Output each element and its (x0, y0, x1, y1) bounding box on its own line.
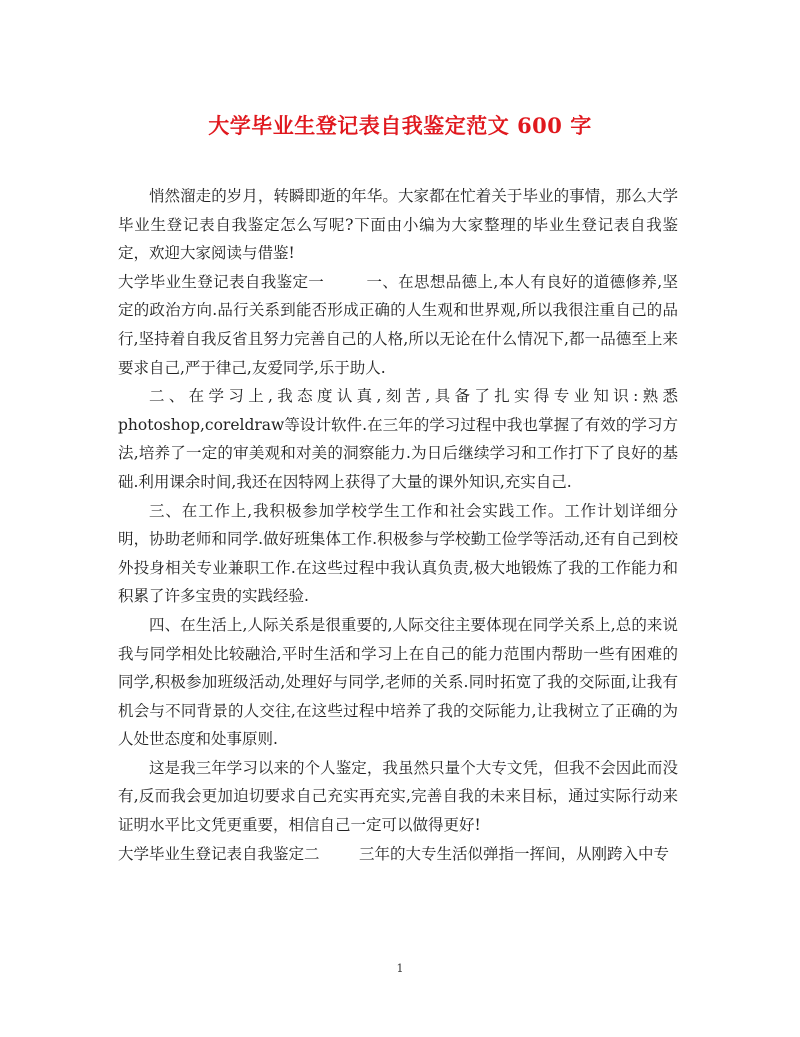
page-number: 1 (396, 962, 404, 975)
section-two-paragraph-1 (118, 840, 678, 869)
document-body (118, 182, 678, 868)
section-one-paragraph-4: 四、在生活上,人际关系是很重要的,人际交往主要体现在同学关系上,总的来说我与同学相处比较融洽,平时生活和学习上在自己的能力范围内帮助一些有困难的同学,积极参加班级活动,处理好与同学,老师的关系.同时拓宽了我的交际面,让我有机会与不同背景的人交往,在这些过程中培养了我的交际能力,让我树立了正确的为人处世态度和处事原则. (118, 615, 678, 749)
section-one-paragraph-3: 三、在工作上,我积极参加学校学生工作和社会实践工作。工作计划详细分明，协助老师和同学.做好班集体工作.积极参与学校勤工俭学等活动,还有自己到校外投身相关专业兼职工作.在这些过程中我认真负责,极大地锻炼了我的工作能力和积累了许多宝贵的实践经验. (118, 501, 678, 606)
section-one-label: 大学毕业生登记表自我鉴定一 (118, 272, 325, 291)
intro-paragraph: 悄然溜走的岁月，转瞬即逝的年华。大家都在忙着关于毕业的事情，那么大学毕业生登记表自我鉴定怎么写呢?下面由小编为大家整理的毕业生登记表自我鉴定，欢迎大家阅读与借鉴! (118, 187, 678, 263)
section-two-label: 大学毕业生登记表自我鉴定二 (118, 844, 320, 863)
section-one-text-1: 一、在思想品德上,本人有良好的道德修养,坚定的政治方向.品行关系到能否形成正确的人生观和世界观,所以我很注重自己的品行,坚持着自我反省且努力完善自己的人格,所以无论在什么情况下,都一品德至上来要求自己,严于律己,友爱同学,乐于助人. (118, 272, 678, 377)
section-two-text-1: 三年的大专生活似弹指一挥间，从刚跨入中专 (358, 844, 669, 863)
section-one-paragraph-5: 这是我三年学习以来的个人鉴定，我虽然只量个大专文凭，但我不会因此而没有,反而我会更加迫切要求自己充实再充实,完善自我的未来目标，通过实际行动来证明水平比文凭更重要，相信自己一定可以做得更好! (118, 758, 678, 835)
section-one-paragraph-2: 二、在学习上,我态度认真,刻苦,具备了扎实得专业知识:熟悉photoshop,coreldraw等设计软件.在三年的学习过程中我也掌握了有效的学习方法,培养了一定的审美观和对美的洞察能力.为日后继续学习和工作打下了良好的基础.利用课余时间,我还在因特网上获得了大量的课外知识,充实自己. (118, 387, 678, 491)
section-one-paragraph-1 (118, 268, 678, 382)
document-title: 大学毕业生登记表自我鉴定范文 600 字 (208, 113, 592, 138)
